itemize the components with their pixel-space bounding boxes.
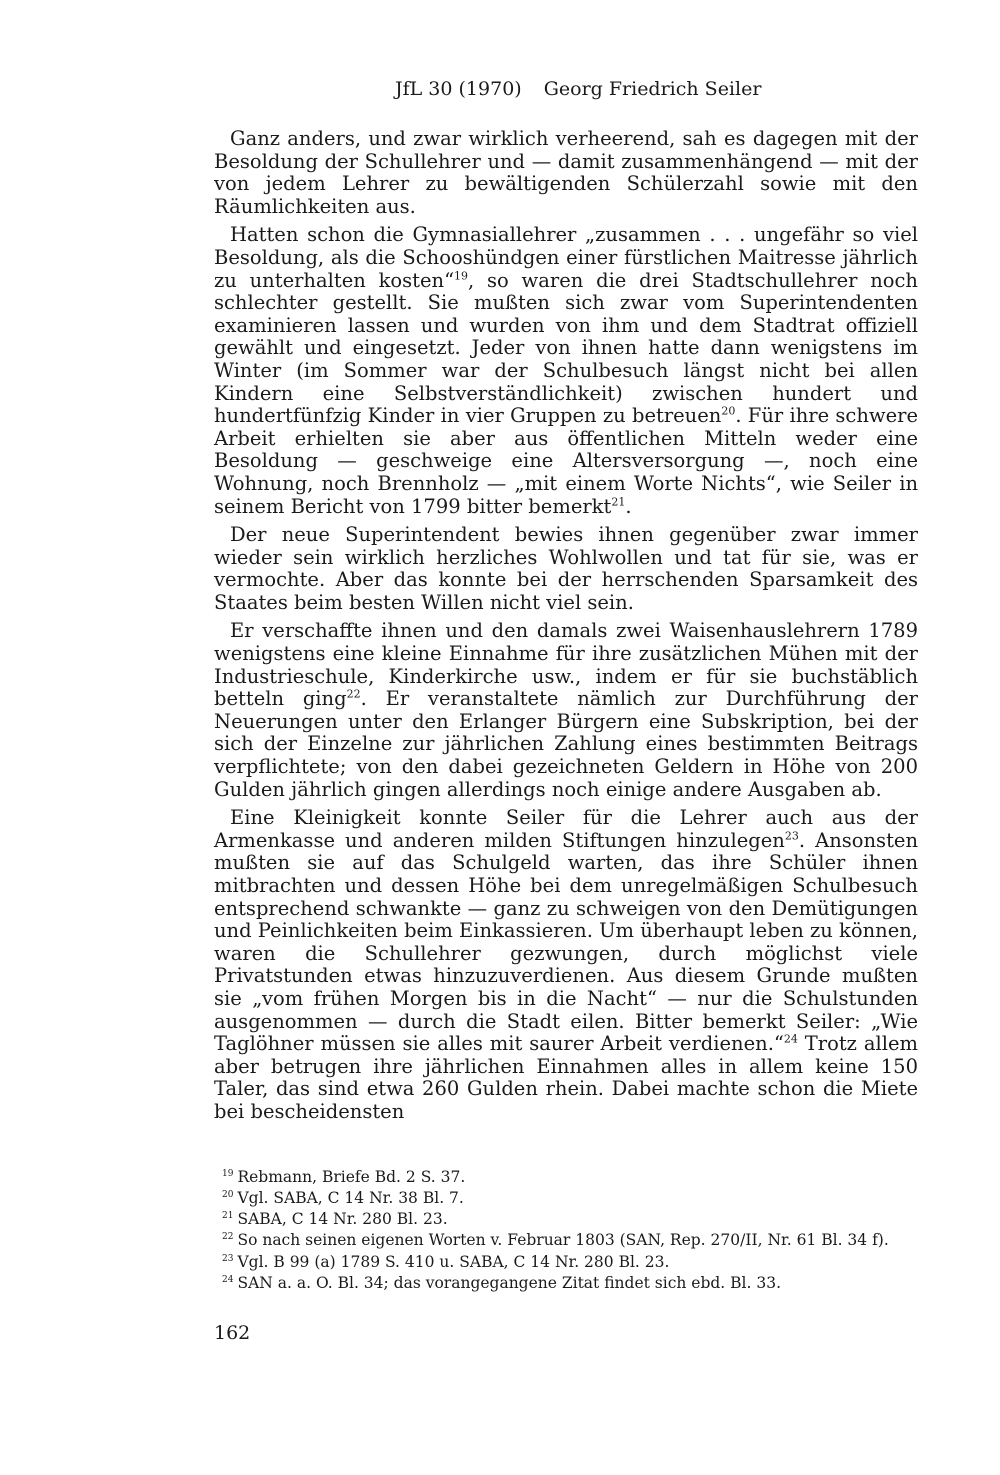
- footnote: [214, 1165, 918, 1186]
- paragraph: [214, 524, 918, 614]
- footnote-text: SABA, C 14 Nr. 280 Bl. 23.: [237, 1210, 448, 1229]
- footnote-number: 20: [222, 1190, 234, 1201]
- footnote: [214, 1186, 918, 1207]
- article-author: Georg Friedrich Seiler: [543, 78, 762, 100]
- footnote: [214, 1271, 918, 1292]
- footnote: [214, 1207, 918, 1228]
- paragraph-text: Trotz allem aber betrugen ihre jährlichen Einnahmen alles in allem keine 150 Taler, das sind etwa 260 Gulden rhein. Dabei machte schon die Miete bei bescheidensten: [214, 1032, 918, 1123]
- footnote-marker: 22: [346, 687, 361, 701]
- running-header: [395, 78, 762, 100]
- paragraph: [214, 620, 918, 801]
- paragraph: [214, 807, 918, 1123]
- footnote-marker: 19: [454, 269, 469, 283]
- paragraph-text: Er verschaffte ihnen und den damals zwei Waisenhauslehrern 1789 wenigstens eine kleine Einnahme für ihre zusätzlichen Mühen mit der Industrieschule, Kinderkirche usw., indem er für sie buchstäblich betteln ging: [214, 619, 918, 711]
- footnote-number: 21: [222, 1211, 234, 1222]
- footnote-marker: 23: [784, 829, 799, 843]
- journal-reference: JfL 30 (1970): [395, 78, 522, 100]
- paragraph-text: Der neue Superintendent bewies ihnen gegenüber zwar immer wieder sein wirklich herzliches Wohlwollen und tat für sie, was er vermochte. Aber das konnte bei der herrschenden Sparsamkeit des Staates beim besten Willen nicht viel sein.: [214, 523, 918, 614]
- paragraph-text: Eine Kleinigkeit konnte Seiler für die Lehrer auch aus der Armenkasse und anderen milden Stiftungen hinzulegen: [214, 806, 918, 852]
- footnote-text: SAN a. a. O. Bl. 34; das vorangegangene Zitat findet sich ebd. Bl. 33.: [237, 1273, 782, 1292]
- paragraph-text: Hatten schon die Gymnasiallehrer „zusammen . . . ungefähr so viel Besoldung, als die Schooshündgen einer fürstlichen Maitresse jährlich zu unterhalten kosten“: [214, 223, 918, 292]
- footnote-marker: 24: [783, 1032, 798, 1046]
- paragraph-text: , so waren die drei Stadtschullehrer noch schlechter gestellt. Sie mußten sich zwar vom Superintendenten examinieren lassen und wurden von ihm und dem Stadtrat offiziell gewählt und eingesetzt. Jeder von ihnen hatte dann wenigstens im Winter (im Sommer war der Schulbesuch längst nicht bei allen Kindern eine Selbstverständlichkeit) zwischen hundert und hundertfünfzig Kinder in vier Gruppen zu betreuen: [214, 268, 918, 428]
- page-number: 162: [214, 1322, 251, 1344]
- footnote-number: 23: [222, 1253, 234, 1264]
- paragraph-text: . Ansonsten mußten sie auf das Schulgeld warten, das ihre Schüler ihnen mitbrachten und dessen Höhe bei dem unregelmäßigen Schulbesuch entsprechend schwankte — ganz zu schweigen von den Demütigungen und Peinlichkeiten beim Einkassieren. Um überhaupt leben zu können, waren die Schullehrer gezwungen, durch möglichst viele Privatstunden etwas hinzuzuverdienen. Aus diesem Grunde mußten sie „vom frühen Morgen bis in die Nacht“ — nur die Schulstunden ausgenommen — durch die Stadt eilen. Bitter bemerkt Seiler: „Wie Taglöhner müssen sie alles mit saurer Arbeit verdienen.“: [214, 828, 918, 1056]
- footnote-number: 22: [222, 1232, 234, 1243]
- paragraph-text: . Er veranstaltete nämlich zur Durchführung der Neuerungen unter den Erlanger Bürgern eine Subskription, bei der sich der Einzelne zur jährlichen Zahlung eines bestimmten Beitrags verpflichtete; von den dabei gezeichneten Geldern in Höhe von 200 Gulden jährlich gingen allerdings noch einige andere Ausgaben ab.: [214, 687, 918, 801]
- footnote-marker: 21: [611, 495, 626, 508]
- footnotes: [214, 1165, 918, 1292]
- footnote-number: 19: [222, 1169, 234, 1179]
- footnote-marker: 20: [721, 404, 736, 418]
- footnote-text: So nach seinen eigenen Worten v. Februar 1803 (SAN, Rep. 270/II, Nr. 61 Bl. 34 f).: [237, 1231, 889, 1250]
- footnote-text: Vgl. B 99 (a) 1789 S. 410 u. SABA, C 14 Nr. 280 Bl. 23.: [237, 1252, 670, 1271]
- footnote-text: Rebmann, Briefe Bd. 2 S. 37.: [237, 1168, 466, 1187]
- paragraph-text: Ganz anders, und zwar wirklich verheerend, sah es dagegen mit der Besoldung der Schullehrer und — damit zusammenhängend — mit der von jedem Lehrer zu bewältigenden Schülerzahl sowie mit den Räumlichkeiten aus.: [214, 127, 918, 218]
- paragraph: [214, 128, 918, 218]
- footnote: [214, 1250, 918, 1271]
- paragraph-text: .: [625, 494, 632, 518]
- footnote: [214, 1228, 918, 1249]
- paragraph: [214, 224, 918, 518]
- footnote-number: 24: [222, 1274, 234, 1285]
- footnote-text: Vgl. SABA, C 14 Nr. 38 Bl. 7.: [237, 1189, 464, 1208]
- paragraph-text: . Für ihre schwere Arbeit erhielten sie aber aus öffentlichen Mitteln weder eine Besoldung — geschweige eine Altersversorgung —, noch eine Wohnung, noch Brennholz — „mit einem Worte Nichts“, wie Seiler in seinem Bericht von 1799 bitter bemerkt: [214, 404, 918, 518]
- body-text: [214, 128, 918, 1130]
